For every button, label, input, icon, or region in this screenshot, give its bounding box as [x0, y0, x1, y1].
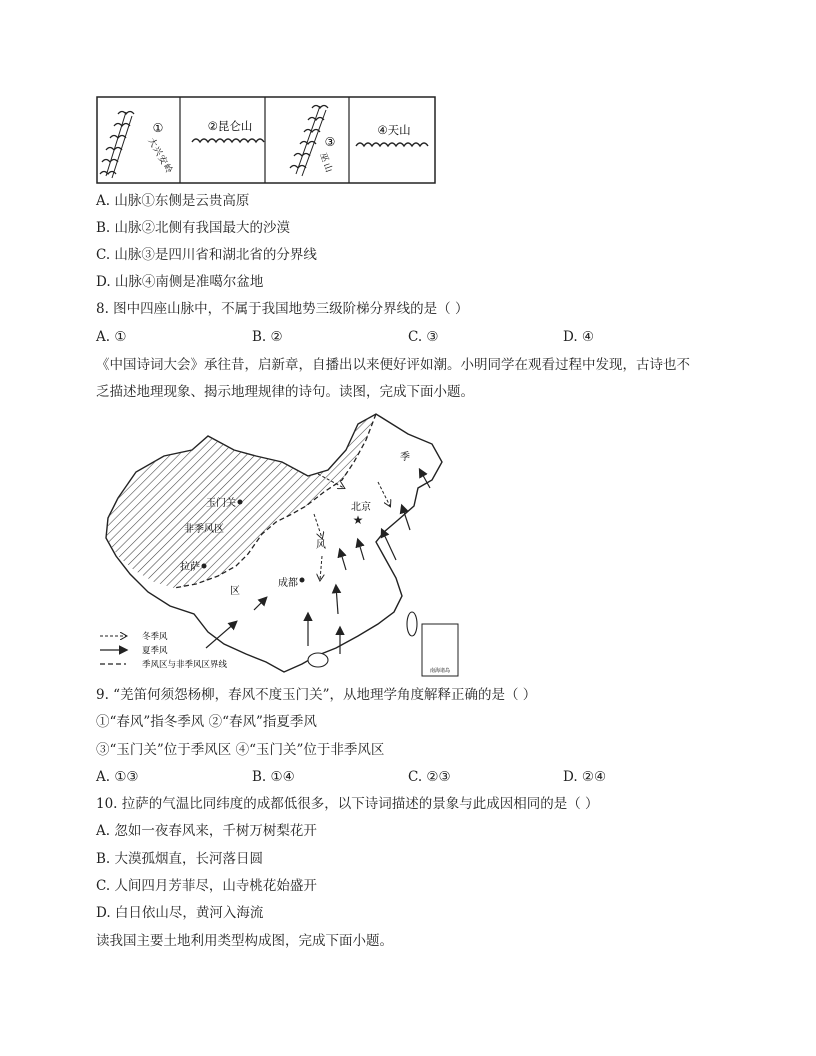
- legend-winter-monsoon: 冬季风: [142, 632, 168, 642]
- q9-statement-2: ③“玉门关”位于季风区 ④“玉门关”位于非季风区: [96, 742, 385, 758]
- hainan-island: [308, 653, 328, 667]
- range-1-name-char: 岭: [160, 162, 174, 176]
- q8-option-b: B. ②: [252, 329, 283, 345]
- q10-option-a: A. 忽如一夜春风来，千树万树梨花开: [96, 823, 317, 839]
- range-4-label: ④天山: [377, 123, 411, 137]
- legend-summer-monsoon: 夏季风: [142, 646, 168, 656]
- q8-option-d: D. ④: [563, 329, 595, 345]
- region-feng-label: 风: [316, 540, 326, 551]
- q9-option-d: D. ②④: [563, 769, 607, 785]
- q9-statement-1: ①“春风”指冬季风 ②“春风”指夏季风: [96, 714, 317, 730]
- lhasa-point: [202, 564, 207, 569]
- q9-option-a: A. ①③: [96, 769, 139, 785]
- yumenguan-label: 玉门关: [206, 498, 236, 509]
- map-legend: [100, 631, 228, 670]
- range-1-name-char: 安: [155, 153, 169, 167]
- range-1-name-char: 兴: [150, 145, 164, 158]
- taiwan-island: [407, 612, 417, 636]
- legend-monsoon-boundary: 季风区与非季风区界线: [142, 660, 228, 670]
- region-qu-label: 区: [230, 586, 240, 597]
- chengdu-point: [300, 578, 305, 583]
- chengdu-label: 成都: [278, 578, 298, 589]
- region-ji-label: 季: [400, 452, 410, 463]
- q7-option-c: C. 山脉③是四川省和湖北省的分界线: [96, 247, 317, 263]
- q7-option-a: A. 山脉①东侧是云贵高原: [96, 193, 250, 209]
- intro-line-2: 乏描述地理现象、揭示地理规律的诗句。读图，完成下面小题。: [96, 384, 474, 400]
- south-sea-label: 南海诸岛: [429, 668, 451, 674]
- q9-option-c: C. ②③: [408, 769, 451, 785]
- lhasa-label: 拉萨: [180, 562, 200, 573]
- mountain-ranges-figure: [96, 96, 436, 184]
- q8-option-c: C. ③: [408, 329, 439, 345]
- q7-option-d: D. 山脉④南侧是准噶尔盆地: [96, 274, 264, 290]
- q10-stem: 10. 拉萨的气温比同纬度的成都低很多，以下诗词描述的景象与此成因相同的是（ ）: [96, 796, 599, 812]
- q10-option-c: C. 人间四月芳菲尽，山寺桃花始盛开: [96, 878, 317, 894]
- q10-option-d: D. 白日依山尽，黄河入海流: [96, 905, 264, 921]
- range-3-number: ③: [324, 135, 336, 149]
- q8-option-a: A. ①: [96, 329, 127, 345]
- non-monsoon-label: 非季风区: [184, 524, 224, 535]
- q9-option-b: B. ①④: [252, 769, 295, 785]
- q9-stem: 9. “羌笛何须怨杨柳，春风不度玉门关”，从地理学角度解释正确的是（ ）: [96, 687, 537, 703]
- range-3-name-char: 巫: [317, 151, 330, 164]
- q7-option-b: B. 山脉②北侧有我国最大的沙漠: [96, 220, 291, 236]
- yumenguan-point: [238, 500, 243, 505]
- range-3-name-char: 山: [320, 161, 334, 174]
- intro-line-1: 《中国诗词大会》承往昔，启新章，自播出以来便好评如潮。小明同学在观看过程中发现，古诗也不: [96, 357, 690, 373]
- q10-option-b: B. 大漠孤烟直，长河落日圆: [96, 851, 264, 867]
- beijing-star-icon: ★: [352, 513, 364, 527]
- next-section-intro: 读我国主要土地利用类型构成图，完成下面小题。: [96, 933, 393, 949]
- china-monsoon-map: [96, 410, 464, 680]
- range-1-name-char: 大: [145, 136, 159, 150]
- range-2-label: ②昆仑山: [207, 119, 253, 133]
- beijing-label: 北京: [351, 502, 371, 513]
- range-1-number: ①: [152, 121, 164, 135]
- q8-stem: 8. 图中四座山脉中，不属于我国地势三级阶梯分界线的是（ ）: [96, 301, 469, 317]
